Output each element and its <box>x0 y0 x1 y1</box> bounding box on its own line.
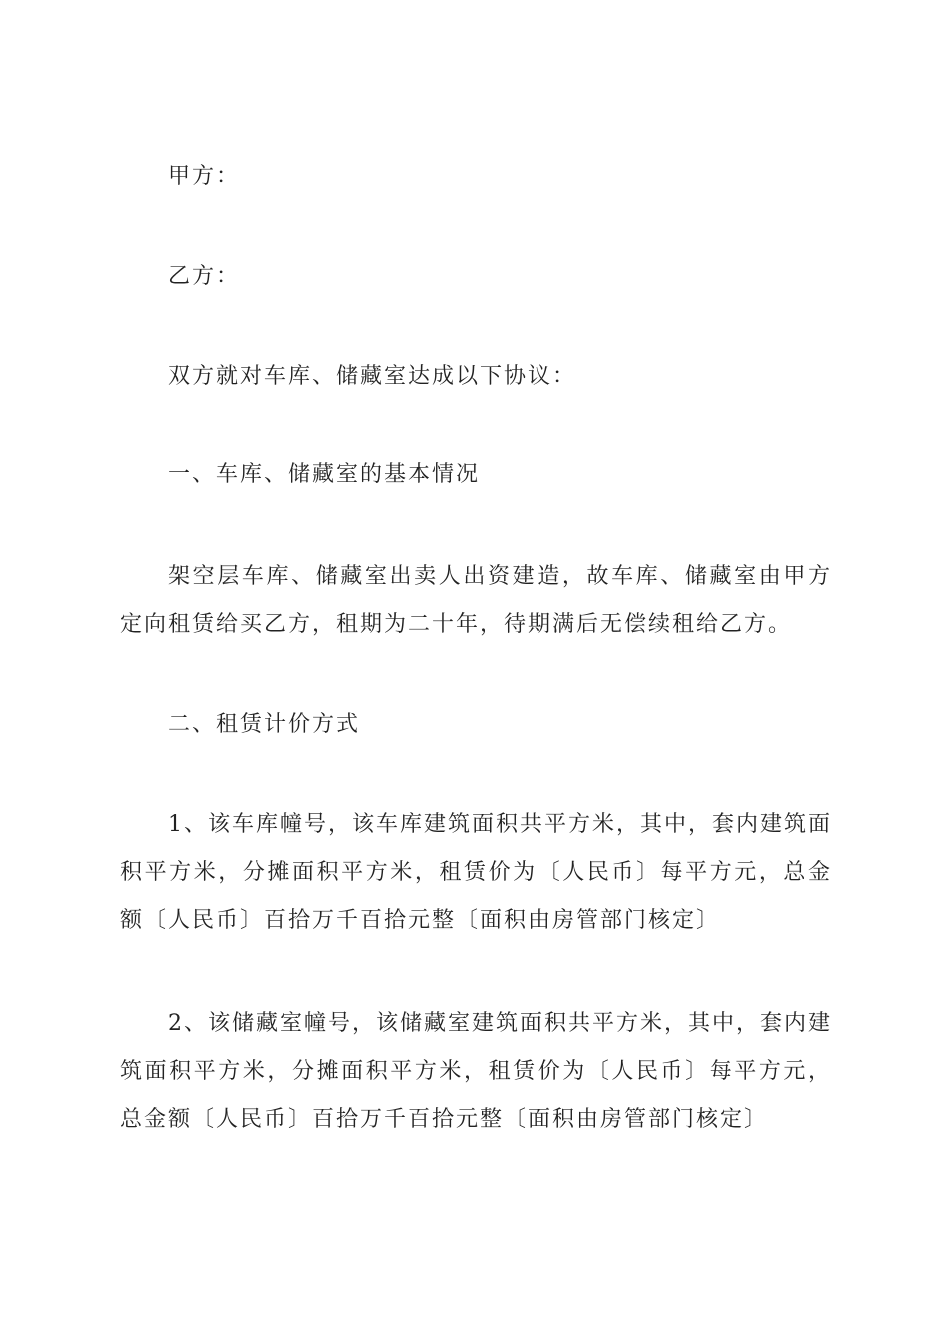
section-1-body: 架空层车库、储藏室出卖人出资建造，故车库、储藏室由甲方定向租赁给买乙方，租期为二十年，待期满后无偿续租给乙方。 <box>120 564 832 637</box>
section-2-heading: 二、租赁计价方式 <box>168 712 361 737</box>
section-1-heading: 一、车库、储藏室的基本情况 <box>168 462 481 487</box>
party-a-line: 甲方： <box>168 164 241 189</box>
party-b-line: 乙方： <box>168 264 241 289</box>
clause-2-storage: 2、该储藏室幢号，该储藏室建筑面积共平方米，其中，套内建筑面积平方米，分摊面积平方米，租赁价为〔人民币〕每平方元，总金额〔人民币〕百拾万千百拾元整〔面积由房管部门核定〕 <box>120 1011 832 1132</box>
clause-1-garage: 1、该车库幢号，该车库建筑面积共平方米，其中，套内建筑面积平方米，分摊面积平方米，租赁价为〔人民币〕每平方元，总金额〔人民币〕百拾万千百拾元整〔面积由房管部门核定〕 <box>120 812 832 933</box>
agreement-intro: 双方就对车库、储藏室达成以下协议： <box>168 364 577 389</box>
